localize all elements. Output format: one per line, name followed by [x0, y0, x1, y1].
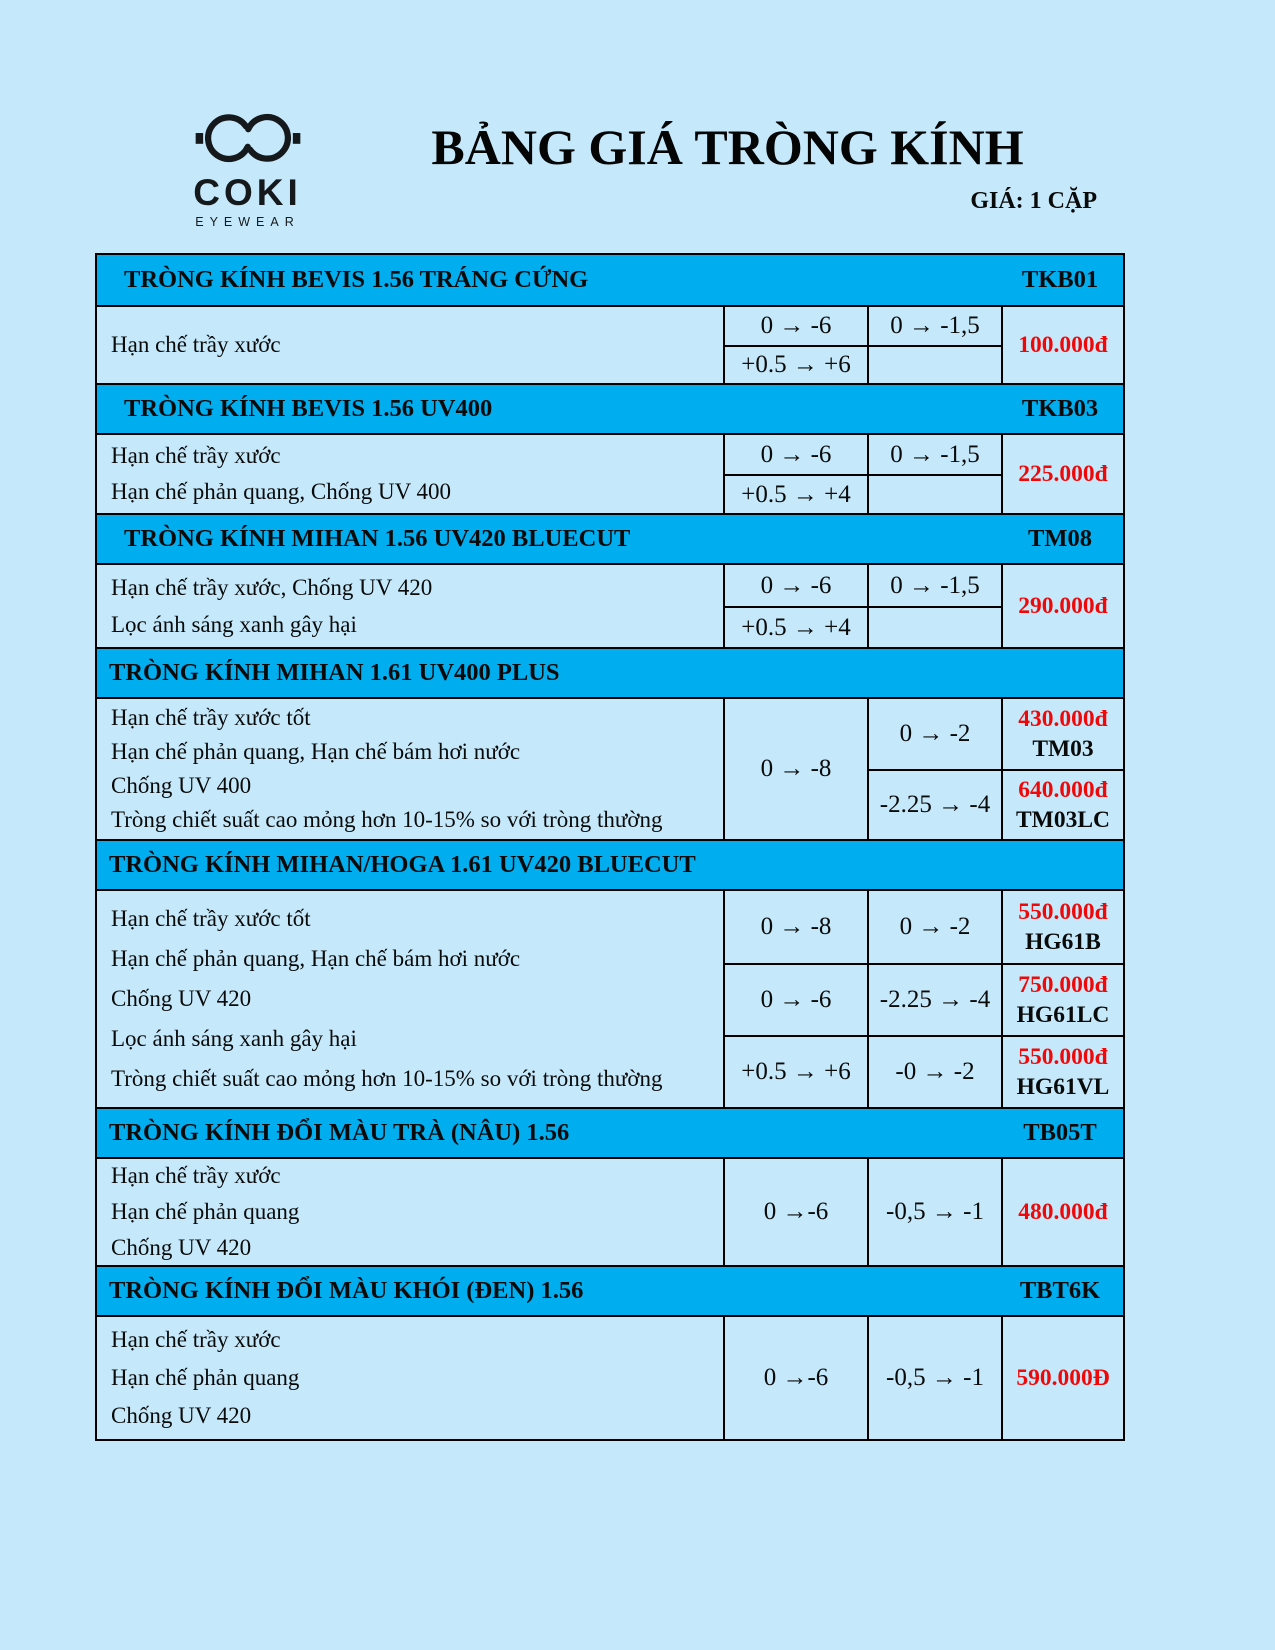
section-header-mihan-hoga-161-bluecut	[97, 839, 1123, 891]
product-code: HG61LC	[1016, 1002, 1110, 1028]
feature-list	[97, 435, 723, 513]
product-code: TM08	[1028, 525, 1092, 552]
price-cell	[1001, 963, 1123, 1035]
price-cell	[1001, 1035, 1123, 1107]
price-value: 750.000đ	[1018, 972, 1108, 998]
section-body	[97, 1159, 1123, 1265]
section-body	[97, 307, 1123, 383]
feature-list	[97, 1317, 723, 1439]
section-title: TRÒNG KÍNH ĐỔI MÀU TRÀ (NÂU) 1.56	[109, 1119, 570, 1146]
product-code: TB05T	[1023, 1119, 1097, 1146]
section-header-mihan-161-uv400plus	[97, 647, 1123, 699]
page-title: BẢNG GIÁ TRÒNG KÍNH	[431, 119, 1024, 175]
feature-line: Hạn chế trầy xước, Chống UV 420	[111, 575, 433, 600]
cyl-range-empty	[867, 474, 1001, 513]
brand-tagline: EYEWEAR	[195, 215, 300, 229]
cyl-range: -2.25 → -4	[867, 963, 1001, 1035]
feature-list	[97, 307, 723, 383]
cyl-range: 0 → -1,5	[867, 435, 1001, 474]
cyl-range: -2.25 → -4	[867, 769, 1001, 839]
section-title: TRÒNG KÍNH MIHAN 1.56 UV420 BLUECUT	[124, 525, 631, 552]
product-code: TM03	[1032, 736, 1094, 762]
cyl-range: 0 → -2	[867, 699, 1001, 769]
cyl-range: 0 → -2	[867, 891, 1001, 963]
feature-line: Hạn chế phản quang, Hạn chế bám hơi nước	[111, 946, 521, 971]
section-body	[97, 435, 1123, 513]
feature-list	[97, 565, 723, 647]
price-value: 430.000đ	[1018, 706, 1108, 732]
feature-line: Chống UV 400	[111, 773, 252, 798]
feature-line: Chống UV 420	[111, 1403, 252, 1428]
section-header-doi-mau-tra	[97, 1107, 1123, 1159]
product-code: TBT6K	[1019, 1277, 1101, 1304]
price-value: 640.000đ	[1018, 777, 1108, 803]
section-header-bevis-trang-cung	[97, 255, 1123, 307]
section-body	[97, 565, 1123, 647]
power-range: 0 → -6	[723, 565, 867, 606]
section-body	[97, 1317, 1123, 1439]
feature-line: Lọc ánh sáng xanh gây hại	[111, 612, 357, 637]
brand-logo	[185, 108, 310, 229]
brand-name: COKI	[193, 172, 302, 213]
power-range: 0 →-6	[723, 1159, 867, 1265]
feature-line: Hạn chế trầy xước tốt	[111, 906, 311, 931]
feature-list	[97, 1159, 723, 1265]
feature-line: Tròng chiết suất cao mỏng hơn 10-15% so với tròng thường	[111, 807, 663, 832]
feature-line: Hạn chế phản quang	[111, 1365, 300, 1390]
price-value: 290.000đ	[1001, 565, 1123, 647]
product-code: TKB03	[1021, 395, 1099, 422]
section-body	[97, 699, 1123, 839]
page-header	[0, 0, 1275, 253]
price-cell	[1001, 699, 1123, 769]
section-title: TRÒNG KÍNH MIHAN/HOGA 1.61 UV420 BLUECUT	[109, 851, 696, 878]
feature-line: Lọc ánh sáng xanh gây hại	[111, 1026, 357, 1051]
feature-line: Chống UV 420	[111, 1235, 252, 1260]
section-header-doi-mau-khoi	[97, 1265, 1123, 1317]
price-cell	[1001, 891, 1123, 963]
product-code: TKB01	[1021, 266, 1099, 293]
feature-line: Hạn chế trầy xước tốt	[111, 705, 311, 730]
price-value: 100.000đ	[1001, 307, 1123, 383]
power-range: 0 → -8	[723, 891, 867, 963]
product-code: TM03LC	[1016, 807, 1110, 833]
section-title: TRÒNG KÍNH BEVIS 1.56 UV400	[124, 395, 493, 422]
price-unit-note: GIÁ: 1 CẶP	[970, 188, 1097, 214]
power-range: 0 →-6	[723, 1317, 867, 1439]
section-header-bevis-uv400	[97, 383, 1123, 435]
section-title: TRÒNG KÍNH BEVIS 1.56 TRÁNG CỨNG	[124, 266, 589, 293]
feature-line: Hạn chế trầy xước	[111, 1327, 281, 1352]
price-value: 590.000Đ	[1001, 1317, 1123, 1439]
section-title: TRÒNG KÍNH MIHAN 1.61 UV400 PLUS	[109, 659, 560, 686]
section-header-mihan-156-bluecut	[97, 513, 1123, 565]
power-range: 0 → -6	[723, 963, 867, 1035]
power-range: 0 → -8	[723, 699, 867, 839]
cyl-range: 0 → -1,5	[867, 307, 1001, 345]
feature-line: Hạn chế trầy xước	[111, 443, 281, 468]
cyl-range: -0 → -2	[867, 1035, 1001, 1107]
feature-line: Chống UV 420	[111, 986, 252, 1011]
price-cell	[1001, 769, 1123, 839]
power-range: +0.5 → +4	[723, 606, 867, 647]
feature-line: Hạn chế phản quang, Chống UV 400	[111, 479, 452, 504]
feature-line: Tròng chiết suất cao mỏng hơn 10-15% so với tròng thường	[111, 1066, 663, 1091]
feature-list	[97, 699, 723, 839]
product-code: HG61VL	[1016, 1074, 1110, 1100]
cyl-range-empty	[867, 345, 1001, 383]
power-range: +0.5 → +4	[723, 474, 867, 513]
feature-line: Hạn chế phản quang	[111, 1199, 300, 1224]
price-value: 550.000đ	[1018, 1044, 1108, 1070]
power-range: +0.5 → +6	[723, 1035, 867, 1107]
section-body	[97, 891, 1123, 1107]
product-code: HG61B	[1025, 929, 1101, 955]
cyl-range: -0,5 → -1	[867, 1317, 1001, 1439]
cyl-range-empty	[867, 606, 1001, 647]
power-range: +0.5 → +6	[723, 345, 867, 383]
feature-line: Hạn chế phản quang, Hạn chế bám hơi nước	[111, 739, 521, 764]
feature-line: Hạn chế trầy xước	[111, 332, 281, 357]
price-value: 225.000đ	[1001, 435, 1123, 513]
cyl-range: 0 → -1,5	[867, 565, 1001, 606]
section-title: TRÒNG KÍNH ĐỔI MÀU KHÓI (ĐEN) 1.56	[109, 1277, 584, 1304]
power-range: 0 → -6	[723, 435, 867, 474]
glasses-icon	[194, 108, 302, 168]
cyl-range: -0,5 → -1	[867, 1159, 1001, 1265]
power-range: 0 → -6	[723, 307, 867, 345]
price-table	[95, 253, 1125, 1441]
price-value: 480.000đ	[1001, 1159, 1123, 1265]
feature-line: Hạn chế trầy xước	[111, 1163, 281, 1188]
feature-list	[97, 891, 723, 1107]
price-value: 550.000đ	[1018, 899, 1108, 925]
